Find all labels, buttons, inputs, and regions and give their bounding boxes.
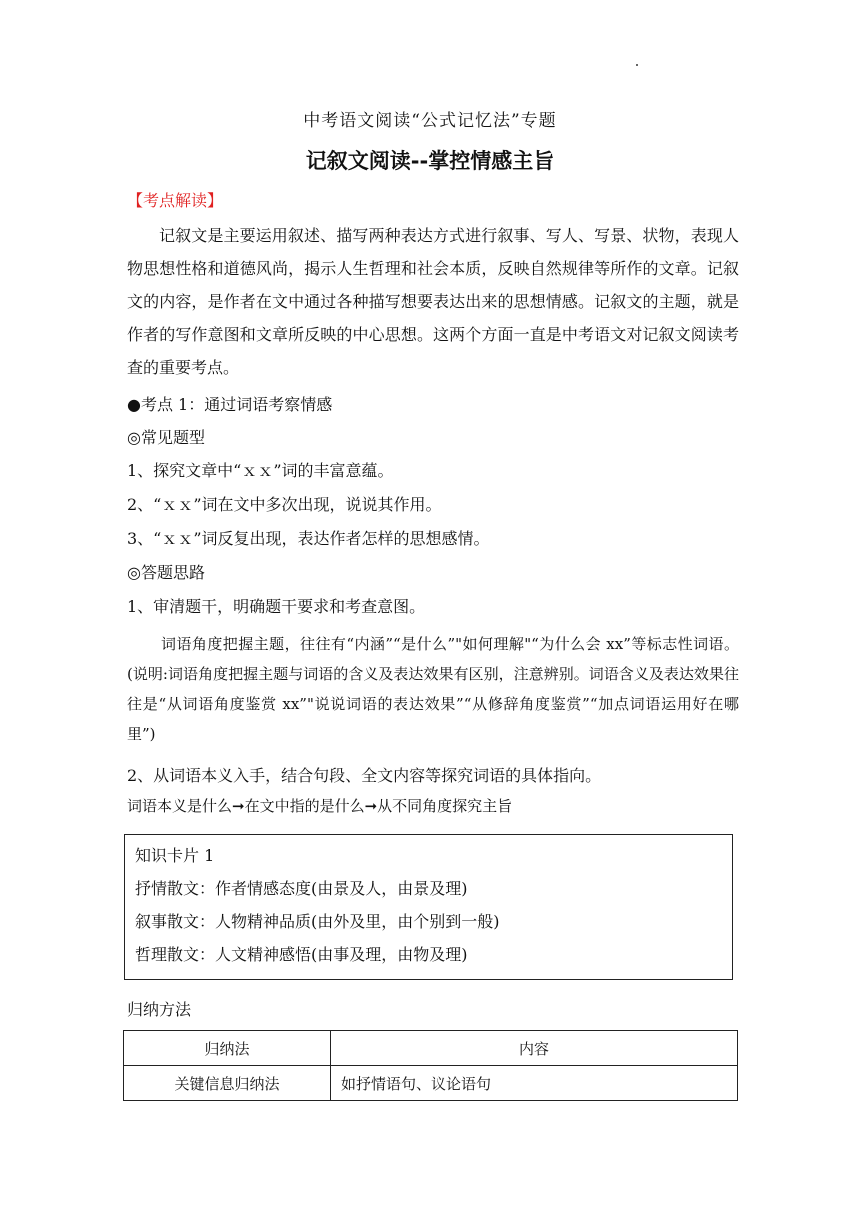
answer-step-2: 2、从词语本义入手，结合句段、全文内容等探究词语的具体指向。 — [127, 766, 602, 785]
exam-point-1: ●考点 1：通过词语考察情感 — [127, 395, 333, 414]
document-title: 记叙文阅读--掌控情感主旨 — [305, 149, 555, 173]
table-header-row — [124, 1031, 738, 1066]
column-header: 内容 — [331, 1031, 738, 1066]
common-type-item: 1、探究文章中“ｘｘ”词的丰富意蕴。 — [127, 461, 394, 480]
method-heading: 归纳方法 — [127, 1000, 192, 1019]
step-1-detail: 词语角度把握主题，往往有“内涵”“是什么”"如何理解"“为什么会 xx”等标志性词语。(说明:词语角度把握主题与词语的含义及表达效果有区别，注意辨别。词语含义及表达效果往往是“从词语角度鉴赏 xx”"说说词语的表达效果”“从修辞角度鉴赏”“加点词语运用好在哪里”) — [127, 635, 739, 743]
common-type-item: 2、“ｘｘ”词在文中多次出现，说说其作用。 — [127, 495, 442, 514]
flow-line: 词语本义是什么➞在文中指的是什么➞从不同角度探究主旨 — [127, 797, 513, 815]
table-cell: 如抒情语句、议论语句 — [331, 1066, 738, 1101]
answer-step-1: 1、审清题干，明确题干要求和考查意图。 — [127, 597, 426, 616]
intro-paragraph: 记叙文是主要运用叙述、描写两种表达方式进行叙事、写人、写景、状物，表现人物思想性格和道德风尚，揭示人生哲理和社会本质，反映自然规律等所作的文章。记叙文的内容，是作者在文中通过各种描写想要表达出来的思想情感。记叙文的主题，就是作者的写作意图和文章所反映的中心思想。这两个方面一直是中考语文对记叙文阅读考查的重要考点。 — [127, 226, 739, 377]
section-label-exam-points: 【考点解读】 — [127, 191, 224, 210]
answer-approach-heading: ◎答题思路 — [127, 563, 205, 582]
common-type-item: 3、“ｘｘ”词反复出现，表达作者怎样的思想感情。 — [127, 529, 490, 548]
knowledge-card-line: 抒情散文：作者情感态度(由景及人，由景及理) — [135, 879, 468, 898]
knowledge-card-line: 哲理散文：人文精神感悟(由事及理，由物及理) — [135, 945, 468, 964]
knowledge-card-title: 知识卡片 1 — [135, 846, 215, 865]
column-header: 归纳法 — [124, 1031, 331, 1066]
table-cell: 关键信息归纳法 — [124, 1066, 331, 1101]
knowledge-card — [124, 834, 733, 980]
page-dot — [636, 64, 638, 66]
knowledge-card-line: 叙事散文：人物精神品质(由外及里，由个别到一般) — [135, 912, 500, 931]
table-row — [124, 1066, 738, 1101]
method-table — [123, 1030, 738, 1101]
common-types-heading: ◎常见题型 — [127, 428, 205, 447]
document-subtitle: 中考语文阅读“公式记忆法”专题 — [303, 111, 557, 131]
